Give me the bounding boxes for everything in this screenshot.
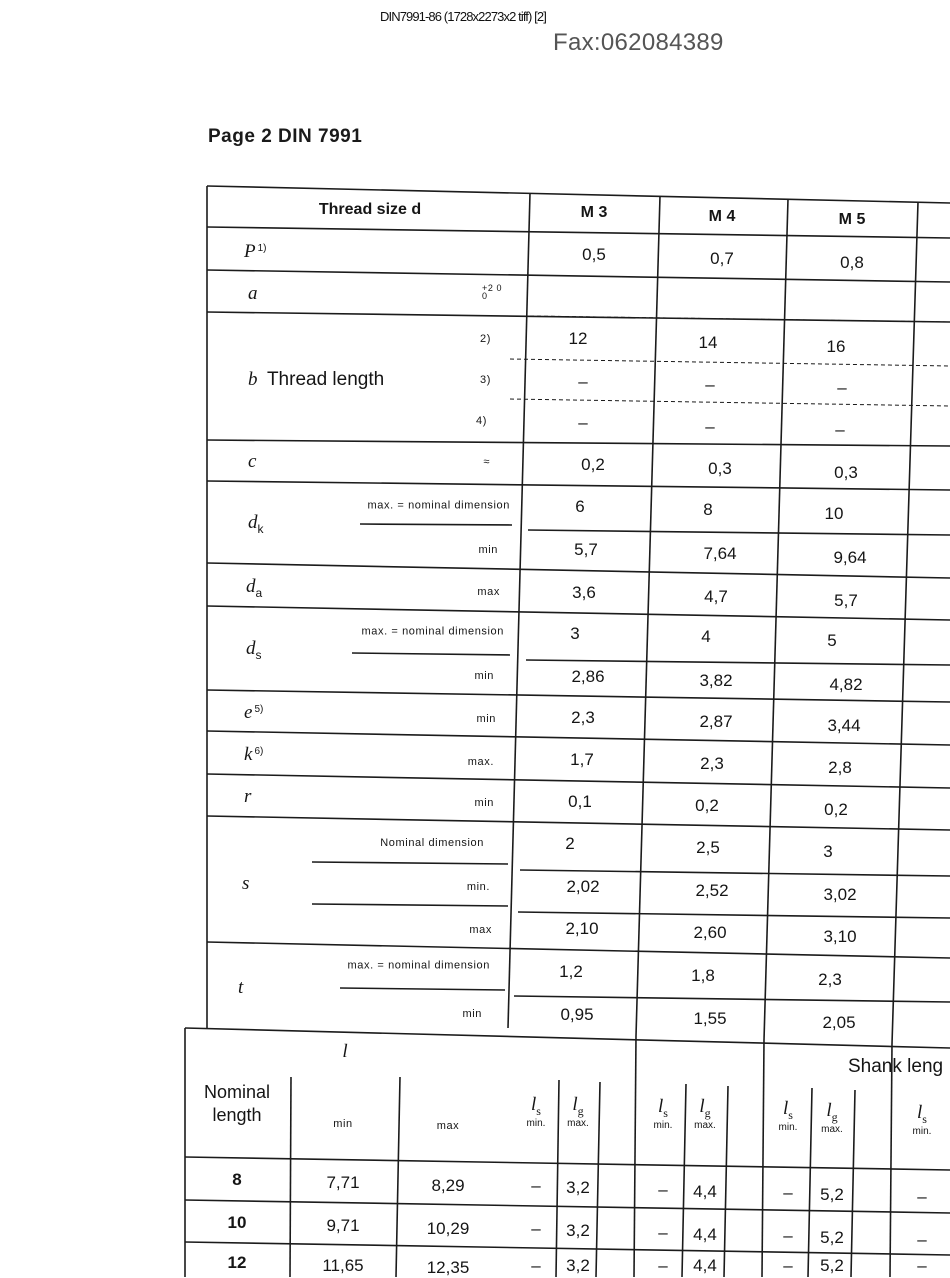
s-nominal-label: Nominal dimension [380,837,484,849]
dk-min-label: min [478,544,498,556]
s-min-m3: 2,02 [566,877,600,896]
ls-m6-8: – [917,1187,927,1206]
b-note-2: 2) [480,333,491,345]
t-max-m5: 2,3 [818,970,842,989]
lg-m3-header: $l_g$ max. [567,1094,589,1129]
t-min-label: min [462,1008,482,1020]
ls-m3-12: – [531,1256,541,1275]
label-ds: $d_s$ [246,638,262,662]
ls-m3-header: $l_s$ min. [526,1094,546,1129]
ls-m5-10: – [783,1226,793,1245]
e-m4: 2,87 [699,712,733,731]
column-header-m5: M 5 [838,211,866,228]
s-max-label: max [469,924,492,936]
e-m3: 2,3 [571,708,595,727]
t-max-label: max. = nominal dimension [347,959,490,972]
length-min-8: 7,71 [326,1173,360,1192]
label-dk: $d_k$ [248,512,264,536]
s-nominal-m4: 2,5 [696,838,720,857]
t-min-m3: 0,95 [560,1005,594,1024]
dk-max-label: max. = nominal dimension [367,499,510,512]
ds-min-m3: 2,86 [571,667,605,686]
b-m4-4: – [705,417,715,436]
label-t: t [238,977,244,998]
t-min-m5: 2,05 [822,1013,856,1032]
pitch-m4: 0,7 [710,249,734,268]
ls-m6-header: $l_s$ min. [912,1102,932,1137]
k-m3: 1,7 [570,750,594,769]
lg-m4-8: 4,4 [693,1182,717,1201]
nominal-length-12: 12 [227,1253,247,1272]
label-b-thread-length: b Thread length [248,369,385,390]
dk-max-m3: 6 [575,497,585,516]
length-min-10: 9,71 [326,1216,360,1235]
s-min-m4: 2,52 [695,881,729,900]
da-m5: 5,7 [834,591,858,610]
length-max-8: 8,29 [431,1176,465,1195]
b-m3-2: 12 [568,329,588,348]
s-nominal-m3: 2 [565,834,575,853]
k-m4: 2,3 [700,754,724,773]
r-m3: 0,1 [568,792,592,811]
b-m4-2: 14 [698,333,718,352]
label-k: k $^{6)}$ [244,744,264,765]
da-qualifier: max [477,586,500,598]
b-m3-4: – [578,413,588,432]
ls-m4-header: $l_s$ min. [653,1096,673,1131]
r-qualifier: min [474,797,494,809]
fax-number: Fax:062084389 [553,29,724,56]
e-qualifier: min [476,713,496,725]
ls-m5-8: – [783,1183,793,1202]
ls-m6-12: – [917,1256,927,1275]
b-m5-2: 16 [826,337,846,356]
length-min-label: min [333,1118,353,1130]
ls-m4-12: – [658,1256,668,1275]
t-max-m4: 1,8 [691,966,715,985]
c-m4: 0,3 [708,459,732,478]
length-max-label: max [436,1120,460,1132]
ds-min-m5: 4,82 [829,675,863,694]
c-m5: 0,3 [834,463,858,482]
lg-m4-12: 4,4 [693,1256,717,1275]
b-m5-3: – [837,378,847,397]
lg-m5-header: $l_g$ max. [821,1100,843,1135]
s-max-m4: 2,60 [693,923,727,942]
lg-m5-12: 5,2 [820,1256,844,1275]
dk-min-m3: 5,7 [574,540,598,559]
b-m5-4: – [835,420,845,439]
r-m5: 0,2 [824,800,848,819]
lg-m3-8: 3,2 [566,1178,590,1197]
ls-m4-10: – [658,1223,668,1242]
column-header-m3: M 3 [580,204,608,221]
label-da: $d_a$ [246,576,263,600]
ls-m3-10: – [531,1219,541,1238]
length-max-10: 10,29 [426,1219,470,1238]
t-max-m3: 1,2 [559,962,583,981]
ds-max-m5: 5 [827,631,837,650]
s-nominal-m5: 3 [823,842,833,861]
shank-length-label: Shank leng [848,1056,944,1077]
label-e: e $^{5)}$ [244,702,264,723]
k-qualifier: max. [467,756,494,768]
label-c: c [248,451,257,472]
length-max-12: 12,35 [426,1258,470,1277]
length-symbol: l [342,1041,348,1062]
ls-m6-10: – [917,1230,927,1249]
pitch-m5: 0,8 [840,253,864,272]
s-max-m5: 3,10 [823,927,857,946]
label-s: s [242,873,250,894]
k-m5: 2,8 [828,758,852,777]
ls-m4-8: – [658,1180,668,1199]
label-a: a [248,283,258,304]
dk-min-m5: 9,64 [833,548,867,567]
ds-min-m4: 3,82 [699,671,733,690]
nominal-length-label: Nominal length [203,1082,271,1125]
b-note-3: 3) [480,374,491,386]
a-tolerance: +2 0 0 [482,283,503,301]
ds-min-label: min [474,670,494,682]
t-min-m4: 1,55 [693,1009,727,1028]
da-m3: 3,6 [572,583,596,602]
dk-max-m5: 10 [824,504,844,523]
da-m4: 4,7 [704,587,728,606]
lg-m4-header: $l_g$ max. [694,1096,716,1131]
s-min-m5: 3,02 [823,885,857,904]
document-file-title: DIN7991-86 (1728x2273x2 tiff) [2] [380,9,546,24]
ds-max-label: max. = nominal dimension [361,625,504,638]
s-max-m3: 2,10 [565,919,599,938]
ds-max-m3: 3 [570,624,580,643]
e-m5: 3,44 [827,716,861,735]
b-note-4: 4) [476,415,487,427]
c-qualifier: ≈ [483,456,490,468]
nominal-length-8: 8 [232,1170,242,1189]
lg-m3-10: 3,2 [566,1221,590,1240]
b-m3-3: – [578,372,588,391]
ls-m5-header: $l_s$ min. [778,1098,798,1133]
lg-m3-12: 3,2 [566,1256,590,1275]
page-heading: Page 2 DIN 7991 [208,126,363,147]
label-pitch: P $^{1)}$ [244,241,267,262]
lg-m5-8: 5,2 [820,1185,844,1204]
b-m4-3: – [705,375,715,394]
nominal-length-10: 10 [227,1213,247,1232]
dk-max-m4: 8 [703,500,713,519]
label-r: r [244,786,252,807]
c-m3: 0,2 [581,455,605,474]
dk-min-m4: 7,64 [703,544,737,563]
thread-size-header: Thread size d [318,201,422,218]
lg-m5-10: 5,2 [820,1228,844,1247]
ls-m3-8: – [531,1176,541,1195]
pitch-m3: 0,5 [582,245,606,264]
r-m4: 0,2 [695,796,719,815]
length-min-12: 11,65 [322,1256,364,1275]
ds-max-m4: 4 [701,627,711,646]
s-min-label: min. [466,881,490,893]
ls-m5-12: – [783,1256,793,1275]
column-header-m4: M 4 [708,208,736,225]
lg-m4-10: 4,4 [693,1225,717,1244]
